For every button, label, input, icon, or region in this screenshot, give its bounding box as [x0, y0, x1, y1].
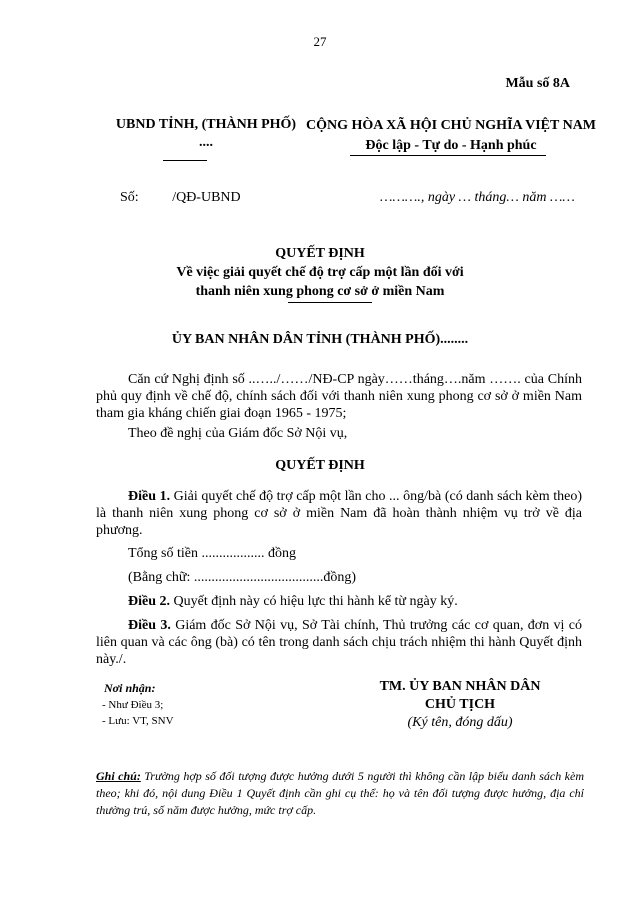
article-2-label: Điều 2. [128, 594, 170, 609]
footnote [96, 768, 584, 819]
proposal-paragraph: Theo đề nghị của Giám đốc Sở Nội vụ, [128, 426, 348, 441]
issuing-authority: ỦY BAN NHÂN DÂN TỈNH (THÀNH PHỐ)........ [171, 332, 469, 347]
org-subline: .... [199, 135, 213, 150]
signature-instruction: (Ký tên, đóng dấu) [407, 715, 513, 730]
article-2 [128, 594, 458, 610]
total-amount: Tổng số tiền .................. đồng [128, 546, 296, 561]
article-1-label: Điều 1. [128, 489, 171, 504]
title-underline [288, 302, 372, 303]
article-3-text: Giám đốc Sở Nội vụ, Sở Tài chính, Thủ trưởng các cơ quan, đơn vị có liên quan và các ông (bà) có tên trong danh sách chịu trách nhiệm thi hành Quyết định này./. [96, 618, 583, 667]
nation-name: CỘNG HÒA XÃ HỘI CHỦ NGHĨA VIỆT NAM [306, 118, 597, 133]
document-date: ………., ngày … tháng… năm …… [380, 190, 575, 205]
issuing-organization [106, 116, 306, 152]
motto-underline [350, 155, 546, 156]
document-number [120, 190, 241, 206]
document-title [0, 244, 640, 301]
article-3 [96, 617, 582, 668]
form-number: Mẫu số 8A [505, 76, 570, 91]
article-3-label: Điều 3. [128, 618, 171, 633]
signature-position: CHỦ TỊCH [424, 697, 496, 712]
number-code: /QĐ-UBND [172, 190, 241, 205]
recipients-list [102, 697, 174, 729]
page-number: 27 [313, 34, 327, 49]
article-1 [96, 488, 582, 539]
recipients-title: Nơi nhận: [104, 681, 156, 695]
recipient-item: - Như Điều 3; [102, 699, 164, 711]
amount-in-words: (Bằng chữ: .....................................đồng) [128, 570, 357, 585]
signature-block [350, 678, 570, 732]
title-subject-line1: Về việc giải quyết chế độ trợ cấp một lần đối với [176, 265, 464, 280]
national-motto: Độc lập - Tự do - Hạnh phúc [365, 138, 537, 153]
footnote-text: Trường hợp số đối tượng được hưởng dưới 5 người thì không cần lập biểu danh sách kèm theo; khi đó, nội dung Điều 1 Quyết định cần ghi cụ thể: họ và tên đối tượng được hưởng, địa chỉ thường trú, số năm được hưởng, mức trợ cấp. [96, 769, 584, 817]
article-1-text: Giải quyết chế độ trợ cấp một lần cho ... ông/bà (có danh sách kèm theo) là thanh niên xung phong cơ sở ở miền Nam đã hoàn thành nhiệm vụ trở về địa phương. [96, 489, 582, 538]
number-label: Số: [120, 190, 139, 205]
legal-basis-paragraph: Căn cứ Nghị định số ..…../……/NĐ-CP ngày……tháng….năm ……. của Chính phủ quy định về chế độ, chính sách đối với thanh niên xung phong cơ sở ở miền Nam tham gia kháng chiến giai đoạn 1965 - 1975; [96, 372, 582, 421]
footnote-label: Ghi chú: [96, 769, 141, 783]
title-subject-line2: thanh niên xung phong cơ sở ở miền Nam [195, 284, 445, 299]
recipient-item: - Lưu: VT, SNV [102, 715, 174, 727]
signature-authority: TM. ỦY BAN NHÂN DÂN [379, 679, 541, 694]
title-heading: QUYẾT ĐỊNH [275, 246, 365, 261]
org-name: UBND TỈNH, (THÀNH PHỐ) [115, 117, 297, 132]
article-2-text: Quyết định này có hiệu lực thi hành kể từ ngày ký. [170, 594, 458, 609]
national-header [306, 116, 596, 156]
org-underline [163, 160, 207, 161]
decision-heading: QUYẾT ĐỊNH [275, 458, 365, 473]
